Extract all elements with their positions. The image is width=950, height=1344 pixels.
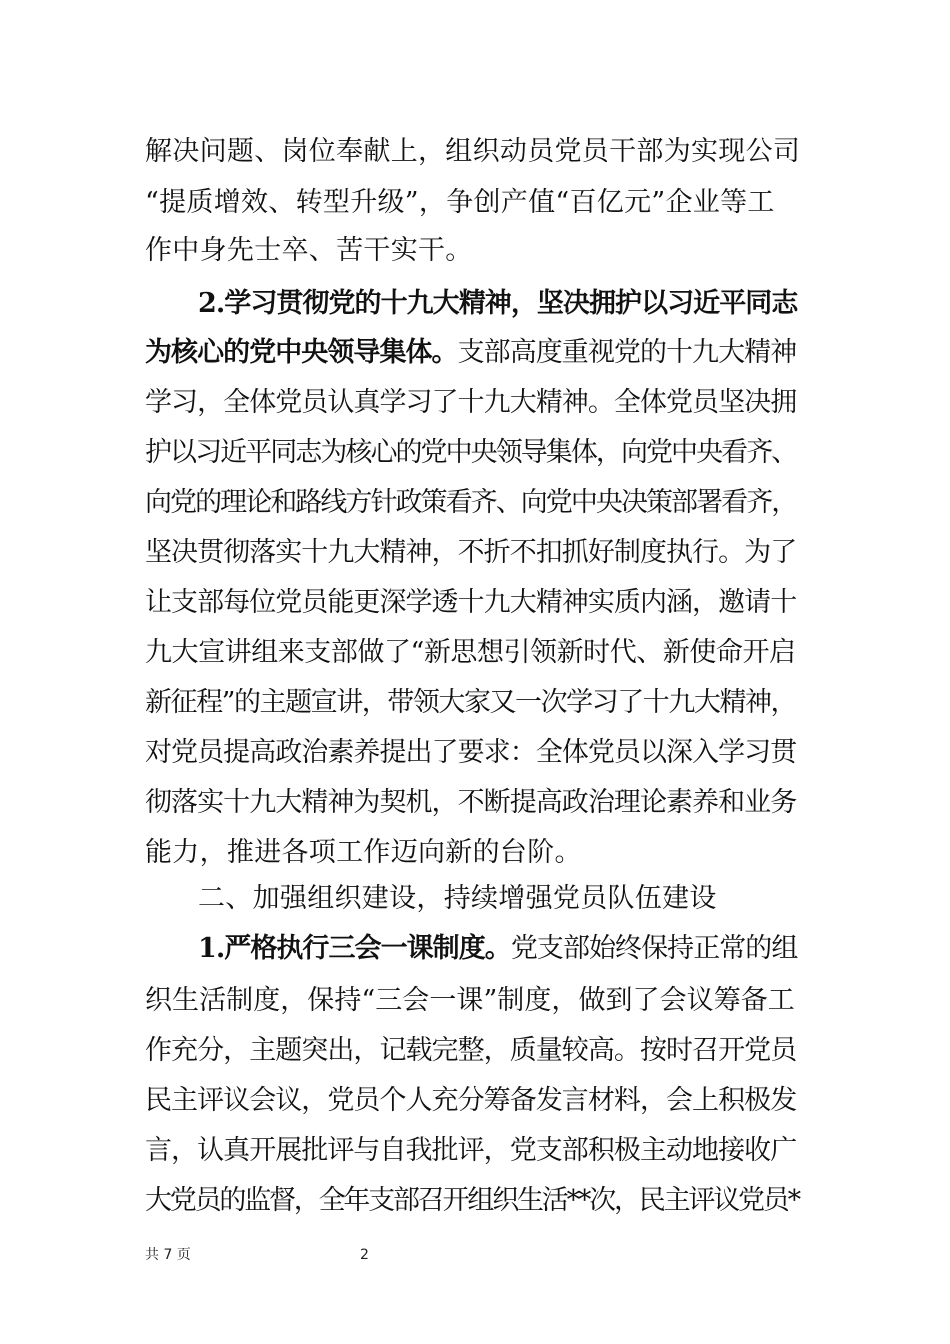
line-text: 新征程”的主题宣讲，带领大家又一次学习了十九大精神， bbox=[145, 687, 797, 718]
line-text: 能力，推进各项工作迈向新的台阶。 bbox=[145, 837, 582, 868]
body-text-line bbox=[145, 836, 582, 870]
body-text-line bbox=[145, 786, 796, 820]
section-title bbox=[198, 882, 717, 916]
heading-text: 为核心的党中央领导集体。 bbox=[145, 337, 458, 368]
body-text-line bbox=[145, 1134, 796, 1168]
footer-page-number: 2 bbox=[360, 1247, 369, 1263]
body-text-line bbox=[145, 1184, 799, 1218]
line-text: 让支部每位党员能更深学透十九大精神实质内涵，邀请十 bbox=[145, 587, 797, 618]
line-text: 大党员的监督，全年支部召开组织生活**次，民主评议党员* bbox=[145, 1185, 799, 1216]
body-text-line bbox=[145, 636, 796, 670]
section-heading-2 bbox=[198, 287, 797, 321]
body-text-line bbox=[145, 135, 800, 169]
body-text-line bbox=[145, 486, 796, 520]
footer-total-pages: 共 7 页 bbox=[145, 1247, 191, 1263]
line-text: 作中身先士卒、苦干实干。 bbox=[145, 235, 473, 266]
line-text: 二、加强组织建设，持续增强党员队伍建设 bbox=[198, 883, 717, 914]
body-text-line bbox=[145, 386, 796, 420]
line-text: 对党员提高政治素养提出了要求：全体党员以深入学习贯 bbox=[145, 737, 797, 768]
line-text: 九大宣讲组来支部做了“新思想引领新时代、新使命开启 bbox=[145, 637, 796, 668]
line-text: 织生活制度，保持“三会一课”制度，做到了会议筹备工 bbox=[145, 985, 795, 1016]
line-text: 作充分，主题突出，记载完整，质量较高。按时召开党员 bbox=[145, 1035, 797, 1066]
body-text-line bbox=[145, 1084, 796, 1118]
line-text: 学习，全体党员认真学习了十九大精神。全体党员坚决拥 bbox=[145, 387, 797, 418]
line-text: 彻落实十九大精神为契机，不断提高政治理论素养和业务 bbox=[145, 787, 797, 818]
body-text-line bbox=[145, 436, 796, 470]
body-text-line bbox=[145, 586, 796, 620]
line-text: 向党的理论和路线方针政策看齐、向党中央决策部署看齐， bbox=[145, 487, 797, 518]
line-text: 坚决贯彻落实十九大精神，不折不扣抓好制度执行。为了 bbox=[145, 537, 797, 568]
body-text-line bbox=[145, 736, 796, 770]
line-text: 民主评议会议，党员个人充分筹备发言材料，会上积极发 bbox=[145, 1085, 797, 1116]
heading-text: 2.学习贯彻党的十九大精神，坚决拥护以习近平同志 bbox=[198, 288, 798, 319]
body-text-line bbox=[145, 336, 796, 370]
line-text: 护以习近平同志为核心的党中央领导集体，向党中央看齐、 bbox=[145, 437, 797, 468]
line-text: 党支部始终保持正常的组 bbox=[510, 933, 798, 964]
line-text: “提质增效、转型升级”，争创产值“百亿元”企业等工 bbox=[145, 187, 775, 218]
body-text-line bbox=[145, 686, 796, 720]
line-text: 支部高度重视党的十九大精神 bbox=[457, 337, 797, 368]
body-text-line bbox=[145, 186, 775, 220]
body-text-line bbox=[145, 234, 473, 268]
line-text: 言，认真开展批评与自我批评，党支部积极主动地接收广 bbox=[145, 1135, 797, 1166]
body-text-line bbox=[145, 984, 795, 1018]
line-text: 解决问题、岗位奉献上，组织动员党员干部为实现公司 bbox=[145, 136, 801, 167]
body-text-line bbox=[145, 1034, 796, 1068]
body-text-line bbox=[198, 932, 797, 966]
body-text-line bbox=[145, 536, 796, 570]
heading-text: 1.严格执行三会一课制度。 bbox=[198, 933, 511, 964]
